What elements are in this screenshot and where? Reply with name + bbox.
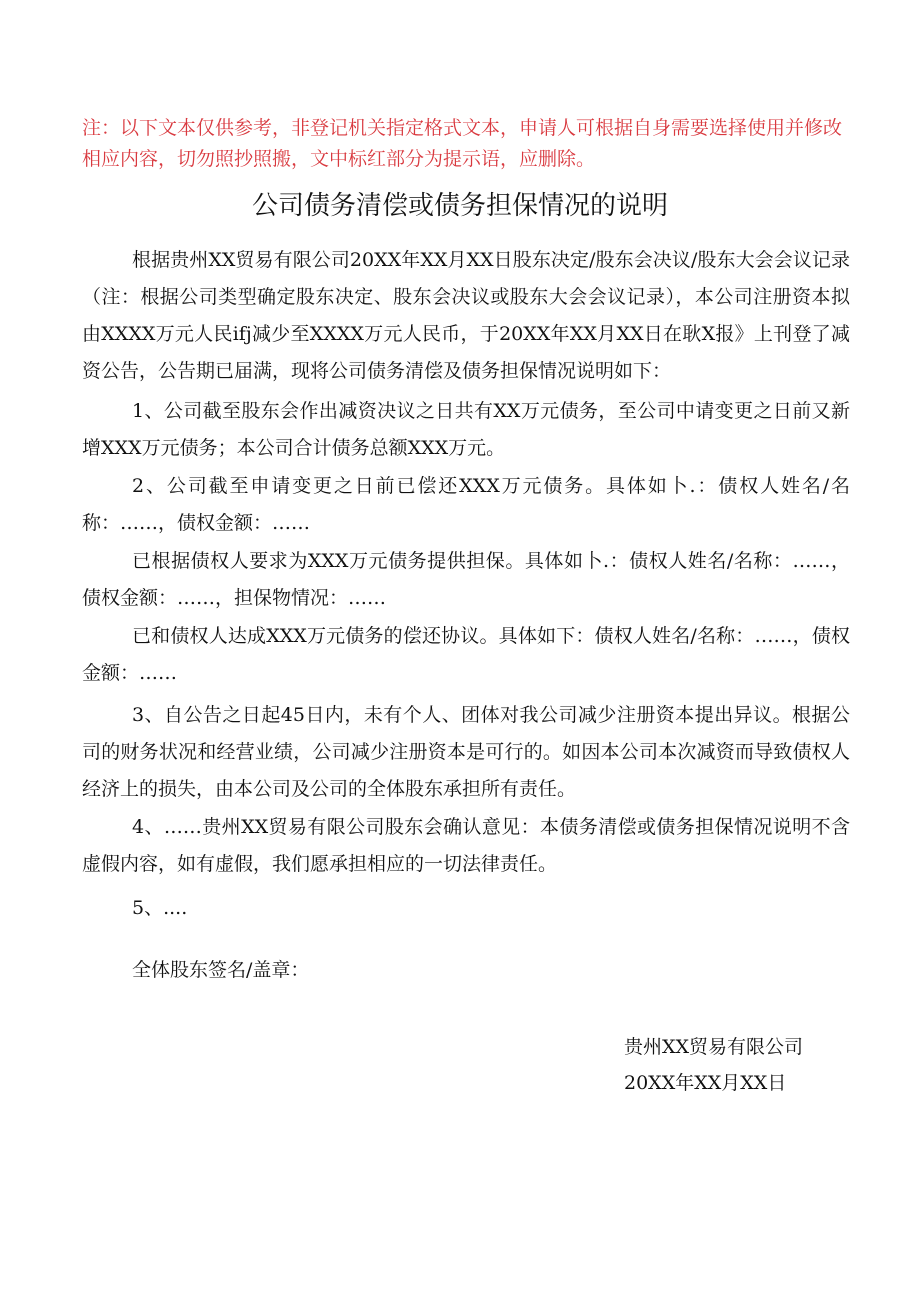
company-name: 贵州XX贸易有限公司 [624,1036,804,1058]
paragraph-item-3: 3、自公告之日起45日内，未有个人、团体对我公司减少注册资本提出异议。根据公司的财务状况和经营业绩，公司减少注册资本是可行的。如因本公司本次减资而导致债权人经济上的损失，由本公司及公司的全体股东承担所有责任。 [82,704,850,800]
paragraph-agreement: 已和债权人达成XXX万元债务的偿还协议。具体如下：债权人姓名/名称：……，债权金额：…… [82,625,850,684]
document-date: 20XX年XX月XX日 [624,1072,787,1094]
document-title: 公司债务清偿或债务担保情况的说明 [251,191,668,221]
paragraph-item-4: 4、……贵州XX贸易有限公司股东会确认意见：本债务清偿或债务担保情况说明不含虚假内容，如有虚假，我们愿承担相应的一切法律责任。 [82,816,850,875]
paragraph-item-1: 1、公司截至股东会作出减资决议之日共有XX万元债务，至公司中请变更之日前又新增XXX万元债务；本公司合计债务总额XXX万元。 [82,400,850,459]
paragraph-item-2: 2、公司截至申请变更之日前已偿还XXX万元债务。具体如卜.：债权人姓名/名称：……，债权金额：…… [82,475,850,534]
red-instruction-note: 注：以下文本仅供参考，非登记机关指定格式文本，申请人可根据自身需要选择使用并修改相应内容，切勿照抄照搬，文中标红部分为提示语，应删除。 [82,117,843,170]
paragraph-guarantee: 已根据债权人要求为XXX万元债务提供担保。具体如卜.：债权人姓名/名称：……，债权金额：……，担保物情况：…… [82,550,850,609]
paragraph-intro: 根据贵州XX贸易有限公司20XX年XX月XX日股东决定/股东会决议/股东大会会议记录（注：根据公司类型确定股东决定、股东会决议或股东大会会议记录），本公司注册资本拟由XXXX万元人民ifj减少至XXXX万元人民币，于20XX年XX月XX日在耿X报》上刊登了减资公告，公告期已届满，现将公司债务清偿及债务担保情况说明如下： [82,249,850,382]
paragraph-item-5: 5、.... [132,897,188,919]
signature-label: 全体股东签名/盖章： [132,959,310,981]
